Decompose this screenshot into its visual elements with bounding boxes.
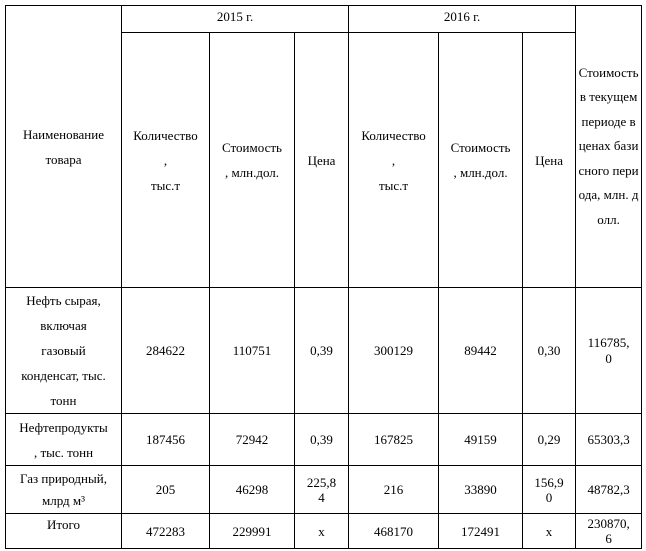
cell-base-value: 48782,3	[576, 466, 642, 514]
cell-quantity-2016: 167825	[349, 414, 439, 466]
cell-cost-2015: 110751	[210, 288, 295, 414]
cell-base-value: 65303,3	[576, 414, 642, 466]
cell-cost-2016: 33890	[439, 466, 523, 514]
cell-price-2015: х	[295, 514, 349, 549]
cell-price-2016: х	[523, 514, 576, 549]
cell-cost-2016: 172491	[439, 514, 523, 549]
header-base-period-value: Стоимость в текущем периоде в ценах базисного периода, млн. долл.	[576, 6, 642, 288]
cell-price-2015: 225,8 4	[295, 466, 349, 514]
cell-price-2016: 0,30	[523, 288, 576, 414]
cell-cost-2016: 49159	[439, 414, 523, 466]
cell-cost-2015: 72942	[210, 414, 295, 466]
row-name: Нефтепродукты , тыс. тонн	[6, 414, 122, 466]
cell-quantity-2015: 472283	[122, 514, 210, 549]
header-product-name: Наименование товара	[6, 6, 122, 288]
header-year-2016: 2016 г.	[349, 6, 576, 33]
cell-quantity-2016: 216	[349, 466, 439, 514]
cell-price-2016: 0,29	[523, 414, 576, 466]
cell-cost-2015: 46298	[210, 466, 295, 514]
trade-table	[5, 5, 642, 549]
cell-quantity-2015: 284622	[122, 288, 210, 414]
cell-price-2015: 0,39	[295, 414, 349, 466]
cell-quantity-2015: 205	[122, 466, 210, 514]
cell-cost-2015: 229991	[210, 514, 295, 549]
cell-quantity-2015: 187456	[122, 414, 210, 466]
cell-quantity-2016: 468170	[349, 514, 439, 549]
table-row	[6, 466, 642, 514]
cell-price-2016: 156,9 0	[523, 466, 576, 514]
row-name: Итого	[6, 514, 122, 549]
header-price-2016: Цена	[523, 33, 576, 288]
cell-price-2015: 0,39	[295, 288, 349, 414]
table-row	[6, 414, 642, 466]
table-row	[6, 514, 642, 549]
header-cost-2016: Стоимость , млн.дол.	[439, 33, 523, 288]
header-price-2015: Цена	[295, 33, 349, 288]
cell-base-value: 230870, 6	[576, 514, 642, 549]
cell-cost-2016: 89442	[439, 288, 523, 414]
cell-quantity-2016: 300129	[349, 288, 439, 414]
table-row	[6, 288, 642, 414]
header-row-years	[6, 6, 642, 33]
header-quantity-2016: Количество , тыс.т	[349, 33, 439, 288]
row-name: Газ природный, млрд м³	[6, 466, 122, 514]
row-name: Нефть сырая, включая газовый конденсат, тыс. тонн	[6, 288, 122, 414]
header-year-2015: 2015 г.	[122, 6, 349, 33]
header-quantity-2015: Количество , тыс.т	[122, 33, 210, 288]
header-cost-2015: Стоимость , млн.дол.	[210, 33, 295, 288]
cell-base-value: 116785, 0	[576, 288, 642, 414]
